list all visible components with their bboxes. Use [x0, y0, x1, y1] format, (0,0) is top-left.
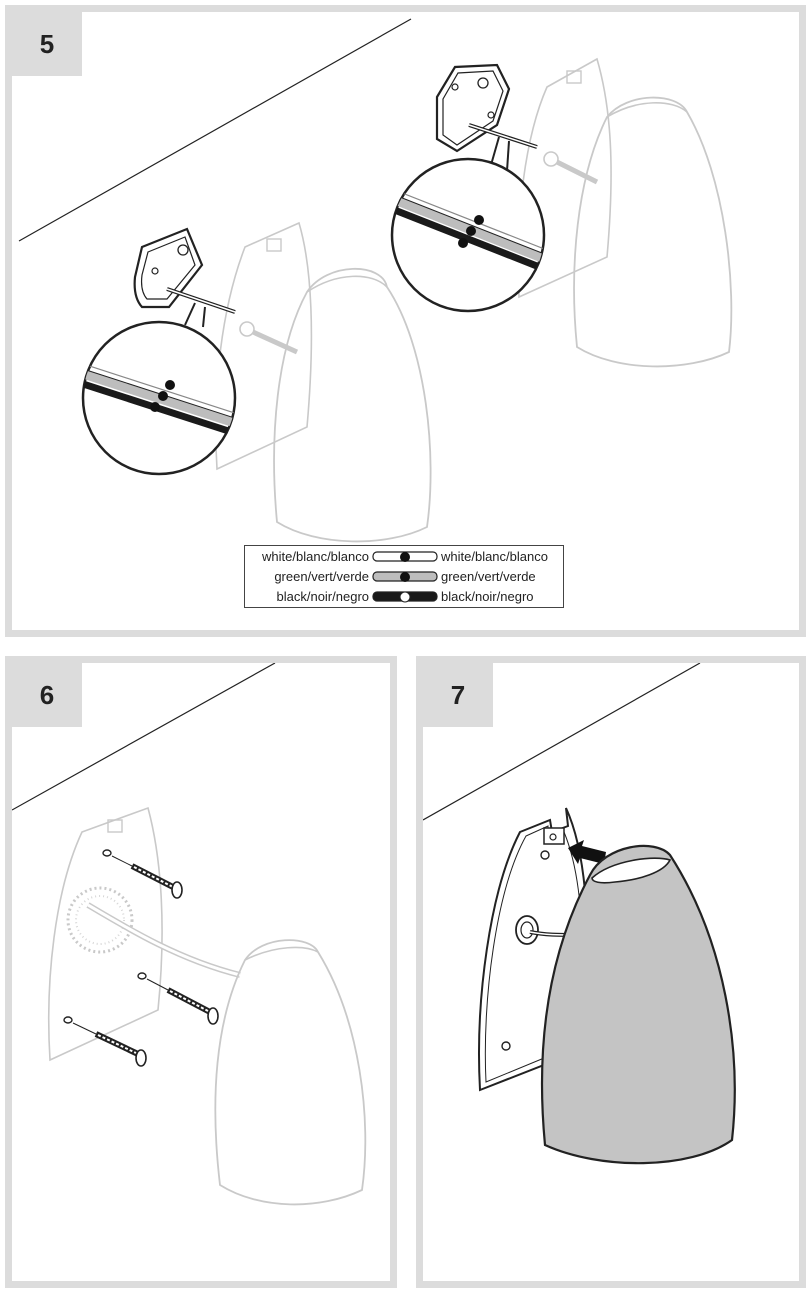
legend-green-right: green/vert/verde [441, 569, 536, 584]
wall-hole-ghost [68, 888, 132, 952]
legend-white-left: white/blanc/blanco [262, 549, 369, 564]
legend-black-right: black/noir/negro [441, 589, 534, 604]
step-7-badge: 7 [423, 663, 493, 727]
step-7-illustration [423, 663, 799, 1281]
step-5-badge: 5 [12, 12, 82, 76]
step-6-illustration [12, 663, 390, 1281]
wire-color-legend [244, 545, 564, 608]
junction-box-left [135, 229, 202, 307]
step-6-badge: 6 [12, 663, 82, 727]
black-wire-icon [372, 589, 438, 605]
fixture-ghost [274, 269, 431, 542]
fixture-ghost [215, 940, 365, 1204]
legend-row-white [245, 547, 563, 567]
legend-green-left: green/vert/verde [274, 569, 369, 584]
step-5-illustration [12, 12, 799, 630]
step-7-panel [416, 656, 806, 1288]
step-6-panel [5, 656, 397, 1288]
screw-bottom [64, 1017, 146, 1066]
screw-middle [138, 973, 218, 1024]
green-wire-icon [372, 569, 438, 585]
legend-black-left: black/noir/negro [276, 589, 369, 604]
wire-connection-magnifier-right [387, 159, 552, 311]
white-wire-icon [372, 549, 438, 565]
legend-white-right: white/blanc/blanco [441, 549, 548, 564]
step-5-panel [5, 5, 806, 637]
legend-row-green [245, 567, 563, 587]
mounting-plate-ghost [216, 223, 312, 469]
legend-row-black [245, 587, 563, 607]
